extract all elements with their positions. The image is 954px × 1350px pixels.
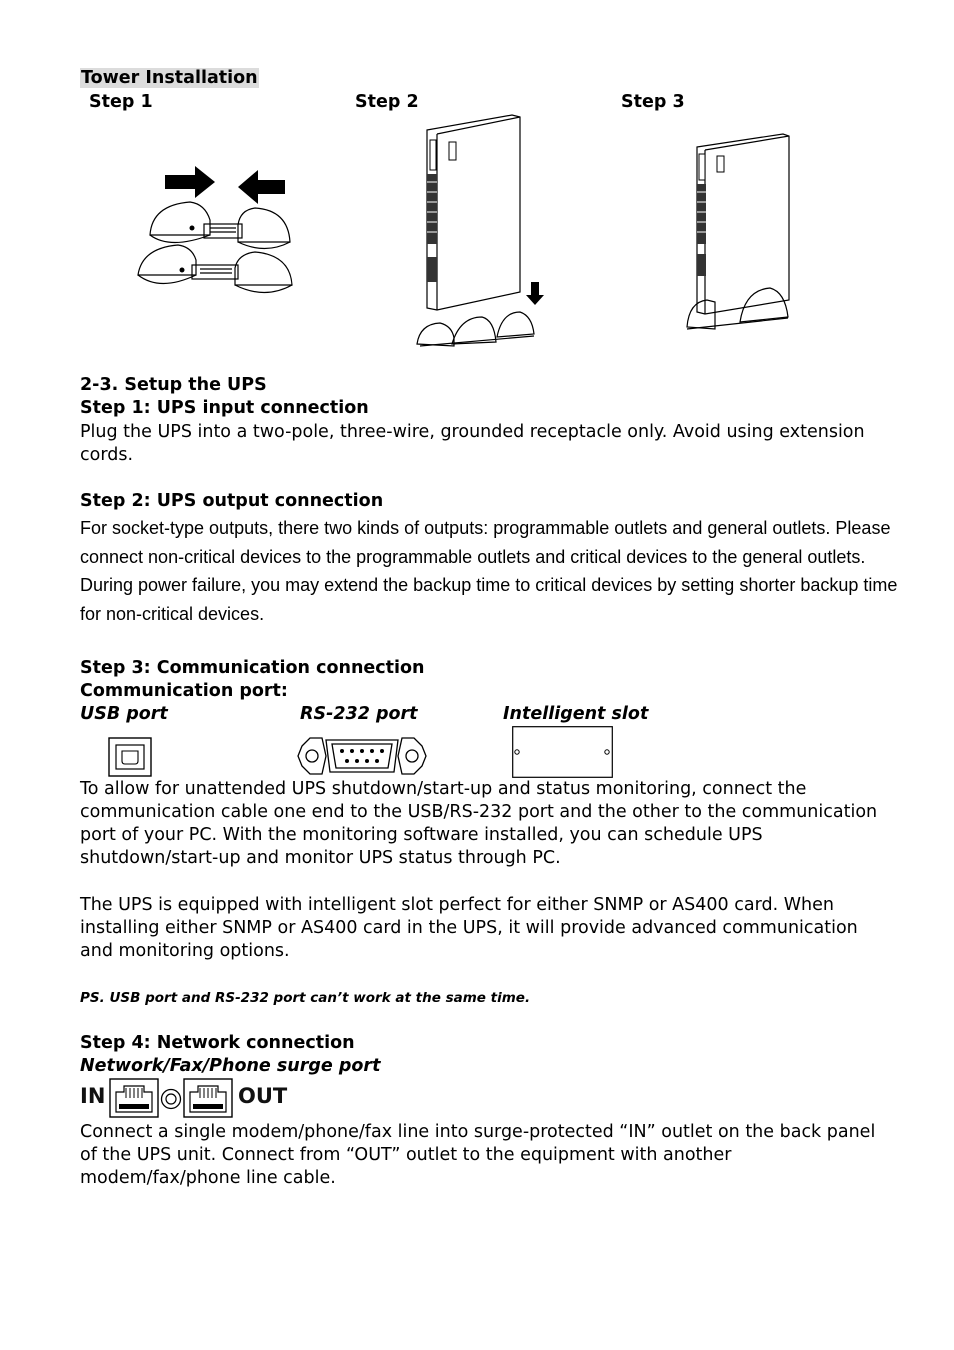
out-label: OUT [238,1084,288,1108]
network-surge-port-label: Network/Fax/Phone surge port [80,1056,381,1076]
step3-title: Step 3: Communication connection [80,658,425,678]
step2-text: For socket-type outputs, there two kinds of outputs: programmable outlets and general outlets. Please connect non-critical devices to the programmable outlets and critical devices to the general outlets. During power failure, you may extend the backup time to critical devices by setting shorter backup time for non-critical devices. [80,518,898,624]
ups-tower-lowering-illustration [412,112,552,352]
step2-title: Step 2: UPS output connection [80,491,384,511]
rs232-port-label: RS-232 port [300,704,418,724]
intelligent-slot-icon [512,726,613,778]
ps-note: PS. USB port and RS-232 port can’t work at the same time. [80,990,531,1006]
usb-port-icon [108,737,152,777]
step4-title: Step 4: Network connection [80,1033,355,1053]
tower-installation-title: Tower Installation [81,68,258,88]
communication-port-label: Communication port: [80,681,288,701]
stand-assembly-illustration [130,160,310,305]
tower-step1-label: Step 1 [89,92,153,112]
step1-title: Step 1: UPS input connection [80,398,369,418]
rj11-out-port-icon [183,1078,233,1118]
step1-text: Plug the UPS into a two-pole, three-wire, grounded receptacle only. Avoid using extension cords. [80,422,865,465]
step3-text-1: To allow for unattended UPS shutdown/start-up and status monitoring, connect the communication cable one end to the USB/RS-232 port and the other to the communication port of your PC. With the monitoring software installed, you can schedule UPS shutdown/start-up and monitor UPS status through PC. [80,779,878,868]
intelligent-slot-label: Intelligent slot [503,704,649,724]
rs232-port-icon [296,735,428,777]
surge-screw-icon [160,1088,182,1110]
tower-step2-label: Step 2 [355,92,419,112]
tower-step3-label: Step 3 [621,92,685,112]
in-label: IN [80,1084,106,1108]
step3-text-2: The UPS is equipped with intelligent slot perfect for either SNMP or AS400 card. When installing either SNMP or AS400 card in the UPS, it will provide advanced communication and monitoring options. [80,895,858,961]
setup-heading: 2-3. Setup the UPS [80,375,267,395]
step4-text: Connect a single modem/phone/fax line into surge-protected “IN” outlet on the back panel of the UPS unit. Connect from “OUT” outlet to the equipment with another modem/fax/phone line cable. [80,1122,876,1188]
rj11-in-port-icon [109,1078,159,1118]
usb-port-label: USB port [80,704,168,724]
ups-tower-standing-illustration [685,132,810,332]
